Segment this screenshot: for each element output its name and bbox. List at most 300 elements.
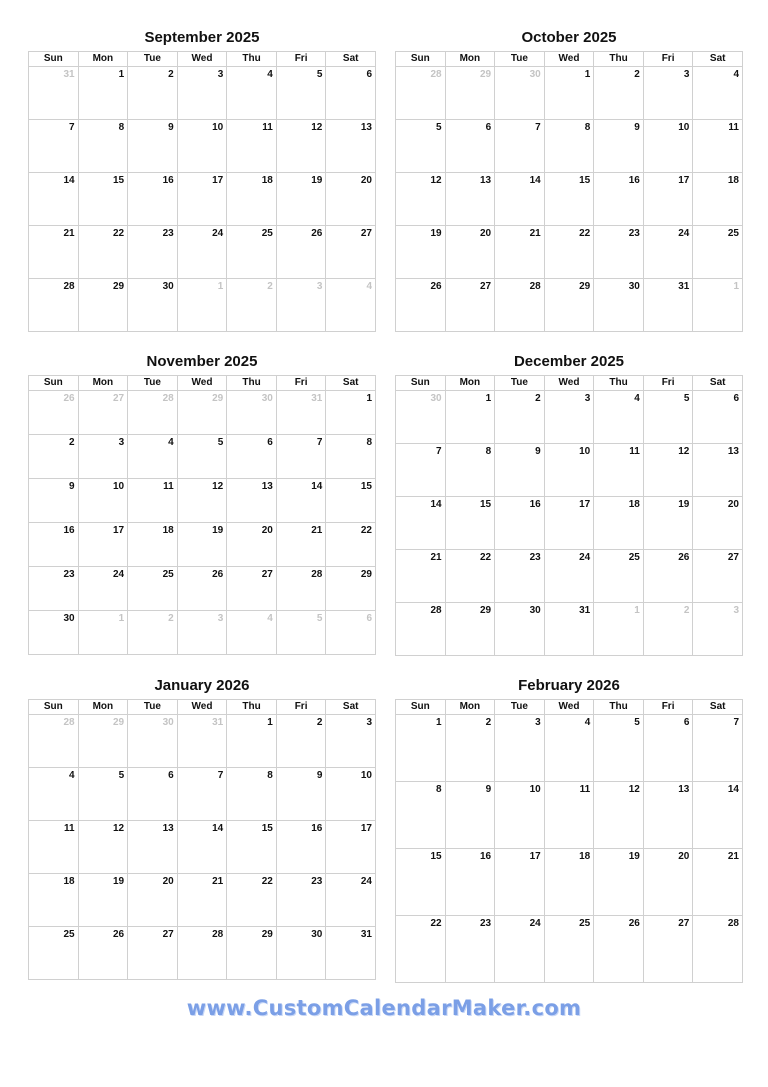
weekday-header: Mon bbox=[78, 376, 128, 391]
week-row bbox=[396, 226, 743, 279]
day-cell: 6 bbox=[128, 768, 178, 821]
day-cell: 13 bbox=[643, 782, 693, 849]
day-cell: 12 bbox=[643, 444, 693, 497]
day-cell: 19 bbox=[396, 226, 446, 279]
day-cell: 1 bbox=[445, 391, 495, 444]
month-grid bbox=[395, 375, 743, 656]
month-weeks bbox=[396, 715, 743, 983]
day-cell-other-month: 2 bbox=[227, 279, 277, 332]
day-cell: 9 bbox=[29, 479, 79, 523]
week-row bbox=[29, 173, 376, 226]
day-cell-other-month: 30 bbox=[128, 715, 178, 768]
day-cell: 28 bbox=[396, 603, 446, 656]
day-cell: 3 bbox=[78, 435, 128, 479]
weekday-header: Tue bbox=[128, 700, 178, 715]
day-cell: 19 bbox=[177, 523, 227, 567]
month-title: October 2025 bbox=[521, 29, 617, 46]
day-cell: 8 bbox=[78, 120, 128, 173]
day-cell: 23 bbox=[594, 226, 644, 279]
month-weeks bbox=[29, 67, 376, 332]
day-cell-other-month: 29 bbox=[445, 67, 495, 120]
month-grid bbox=[28, 375, 376, 655]
day-cell: 20 bbox=[693, 497, 743, 550]
day-cell: 27 bbox=[445, 279, 495, 332]
day-cell: 5 bbox=[594, 715, 644, 782]
week-row bbox=[29, 715, 376, 768]
day-cell: 23 bbox=[445, 916, 495, 983]
day-cell-other-month: 31 bbox=[29, 67, 79, 120]
day-cell: 1 bbox=[544, 67, 594, 120]
day-cell: 11 bbox=[128, 479, 178, 523]
day-cell: 21 bbox=[177, 874, 227, 927]
day-cell: 9 bbox=[128, 120, 178, 173]
day-cell: 7 bbox=[177, 768, 227, 821]
day-cell: 11 bbox=[594, 444, 644, 497]
day-cell: 15 bbox=[326, 479, 376, 523]
weekday-header: Mon bbox=[445, 376, 495, 391]
day-cell: 6 bbox=[445, 120, 495, 173]
day-cell: 21 bbox=[29, 226, 79, 279]
day-cell: 11 bbox=[544, 782, 594, 849]
day-cell: 16 bbox=[445, 849, 495, 916]
day-cell: 17 bbox=[544, 497, 594, 550]
weekday-header: Sun bbox=[396, 52, 446, 67]
month-title: September 2025 bbox=[144, 29, 260, 46]
day-cell-other-month: 4 bbox=[326, 279, 376, 332]
day-cell: 16 bbox=[594, 173, 644, 226]
day-cell: 25 bbox=[29, 927, 79, 980]
day-cell-other-month: 5 bbox=[276, 611, 326, 655]
weekday-header: Fri bbox=[276, 376, 326, 391]
day-cell: 2 bbox=[445, 715, 495, 782]
day-cell: 26 bbox=[177, 567, 227, 611]
day-cell: 30 bbox=[594, 279, 644, 332]
day-cell-other-month: 31 bbox=[177, 715, 227, 768]
week-row bbox=[396, 391, 743, 444]
day-cell: 2 bbox=[128, 67, 178, 120]
day-cell: 1 bbox=[326, 391, 376, 435]
weekday-header: Thu bbox=[227, 52, 277, 67]
day-cell: 11 bbox=[227, 120, 277, 173]
day-cell: 23 bbox=[128, 226, 178, 279]
month-grid bbox=[395, 51, 743, 332]
weekday-header-row bbox=[29, 52, 376, 67]
day-cell-other-month: 26 bbox=[29, 391, 79, 435]
weekday-header: Thu bbox=[227, 700, 277, 715]
day-cell: 27 bbox=[643, 916, 693, 983]
weekday-header: Fri bbox=[643, 376, 693, 391]
day-cell: 17 bbox=[643, 173, 693, 226]
calendar-october-2025 bbox=[395, 25, 743, 332]
day-cell: 12 bbox=[594, 782, 644, 849]
day-cell: 4 bbox=[594, 391, 644, 444]
day-cell: 15 bbox=[78, 173, 128, 226]
weekday-header: Wed bbox=[544, 700, 594, 715]
weekday-header: Wed bbox=[177, 52, 227, 67]
day-cell: 3 bbox=[177, 67, 227, 120]
day-cell: 4 bbox=[544, 715, 594, 782]
day-cell: 3 bbox=[544, 391, 594, 444]
calendar-february-2026 bbox=[395, 673, 743, 983]
day-cell: 25 bbox=[128, 567, 178, 611]
day-cell: 28 bbox=[29, 279, 79, 332]
day-cell: 15 bbox=[396, 849, 446, 916]
month-grid bbox=[28, 51, 376, 332]
week-row bbox=[29, 226, 376, 279]
day-cell: 29 bbox=[445, 603, 495, 656]
day-cell: 22 bbox=[78, 226, 128, 279]
day-cell: 29 bbox=[544, 279, 594, 332]
day-cell: 3 bbox=[643, 67, 693, 120]
day-cell: 26 bbox=[594, 916, 644, 983]
day-cell: 16 bbox=[276, 821, 326, 874]
day-cell: 7 bbox=[693, 715, 743, 782]
weekday-header: Tue bbox=[128, 52, 178, 67]
day-cell: 9 bbox=[445, 782, 495, 849]
weekday-header: Fri bbox=[643, 700, 693, 715]
day-cell: 16 bbox=[495, 497, 545, 550]
day-cell: 30 bbox=[29, 611, 79, 655]
weekday-header: Wed bbox=[177, 700, 227, 715]
day-cell: 14 bbox=[495, 173, 545, 226]
weekday-header: Sun bbox=[29, 52, 79, 67]
day-cell-other-month: 1 bbox=[78, 611, 128, 655]
day-cell: 15 bbox=[544, 173, 594, 226]
weekday-header: Sat bbox=[693, 700, 743, 715]
day-cell-other-month: 29 bbox=[177, 391, 227, 435]
day-cell: 14 bbox=[177, 821, 227, 874]
week-row bbox=[396, 849, 743, 916]
weekday-header: Sun bbox=[29, 376, 79, 391]
week-row bbox=[396, 279, 743, 332]
day-cell: 13 bbox=[326, 120, 376, 173]
day-cell: 25 bbox=[594, 550, 644, 603]
day-cell: 7 bbox=[276, 435, 326, 479]
day-cell: 8 bbox=[326, 435, 376, 479]
day-cell-other-month: 4 bbox=[227, 611, 277, 655]
day-cell: 2 bbox=[495, 391, 545, 444]
weekday-header: Fri bbox=[276, 52, 326, 67]
day-cell: 21 bbox=[495, 226, 545, 279]
day-cell: 28 bbox=[495, 279, 545, 332]
day-cell-other-month: 6 bbox=[326, 611, 376, 655]
calendar-december-2025 bbox=[395, 349, 743, 656]
weekday-header: Mon bbox=[78, 700, 128, 715]
day-cell: 20 bbox=[643, 849, 693, 916]
day-cell: 21 bbox=[396, 550, 446, 603]
weekday-header: Sun bbox=[396, 376, 446, 391]
day-cell-other-month: 30 bbox=[495, 67, 545, 120]
day-cell: 25 bbox=[544, 916, 594, 983]
day-cell: 24 bbox=[495, 916, 545, 983]
weekday-header: Sun bbox=[396, 700, 446, 715]
day-cell: 6 bbox=[693, 391, 743, 444]
week-row bbox=[29, 479, 376, 523]
day-cell: 6 bbox=[227, 435, 277, 479]
day-cell: 8 bbox=[445, 444, 495, 497]
weekday-header: Wed bbox=[544, 52, 594, 67]
weekday-header: Sun bbox=[29, 700, 79, 715]
day-cell-other-month: 1 bbox=[594, 603, 644, 656]
day-cell: 27 bbox=[693, 550, 743, 603]
weekday-header: Tue bbox=[128, 376, 178, 391]
week-row bbox=[29, 120, 376, 173]
day-cell: 10 bbox=[643, 120, 693, 173]
day-cell: 24 bbox=[643, 226, 693, 279]
month-weeks bbox=[29, 391, 376, 655]
week-row bbox=[396, 444, 743, 497]
week-row bbox=[29, 435, 376, 479]
week-row bbox=[29, 67, 376, 120]
day-cell: 5 bbox=[78, 768, 128, 821]
month-weeks bbox=[29, 715, 376, 980]
day-cell: 27 bbox=[227, 567, 277, 611]
week-row bbox=[396, 550, 743, 603]
month-title: December 2025 bbox=[513, 353, 625, 370]
day-cell-other-month: 29 bbox=[78, 715, 128, 768]
day-cell: 4 bbox=[29, 768, 79, 821]
weekday-header: Sat bbox=[326, 700, 376, 715]
day-cell: 23 bbox=[276, 874, 326, 927]
day-cell: 19 bbox=[594, 849, 644, 916]
day-cell: 26 bbox=[396, 279, 446, 332]
day-cell: 13 bbox=[445, 173, 495, 226]
day-cell: 4 bbox=[227, 67, 277, 120]
day-cell: 24 bbox=[326, 874, 376, 927]
day-cell: 20 bbox=[326, 173, 376, 226]
day-cell: 31 bbox=[544, 603, 594, 656]
day-cell: 10 bbox=[544, 444, 594, 497]
day-cell: 4 bbox=[128, 435, 178, 479]
calendar-september-2025 bbox=[28, 25, 376, 332]
day-cell: 5 bbox=[396, 120, 446, 173]
week-row bbox=[29, 874, 376, 927]
day-cell: 10 bbox=[177, 120, 227, 173]
day-cell: 20 bbox=[128, 874, 178, 927]
day-cell: 22 bbox=[396, 916, 446, 983]
day-cell-other-month: 28 bbox=[128, 391, 178, 435]
day-cell: 7 bbox=[29, 120, 79, 173]
day-cell: 12 bbox=[276, 120, 326, 173]
day-cell-other-month: 3 bbox=[276, 279, 326, 332]
day-cell: 1 bbox=[78, 67, 128, 120]
day-cell: 5 bbox=[643, 391, 693, 444]
week-row bbox=[29, 567, 376, 611]
weekday-header-row bbox=[396, 376, 743, 391]
day-cell: 27 bbox=[128, 927, 178, 980]
day-cell: 21 bbox=[693, 849, 743, 916]
weekday-header: Tue bbox=[495, 52, 545, 67]
day-cell: 11 bbox=[693, 120, 743, 173]
weekday-header: Sat bbox=[326, 52, 376, 67]
day-cell: 7 bbox=[396, 444, 446, 497]
week-row bbox=[396, 67, 743, 120]
weekday-header-row bbox=[29, 376, 376, 391]
week-row bbox=[396, 715, 743, 782]
day-cell-other-month: 31 bbox=[276, 391, 326, 435]
day-cell: 29 bbox=[326, 567, 376, 611]
weekday-header: Thu bbox=[594, 52, 644, 67]
week-row bbox=[29, 768, 376, 821]
day-cell: 30 bbox=[495, 603, 545, 656]
week-row bbox=[396, 173, 743, 226]
weekday-header: Mon bbox=[445, 52, 495, 67]
day-cell: 14 bbox=[276, 479, 326, 523]
day-cell: 18 bbox=[594, 497, 644, 550]
day-cell: 14 bbox=[396, 497, 446, 550]
weekday-header: Thu bbox=[594, 700, 644, 715]
calendar-january-2026 bbox=[28, 673, 376, 980]
day-cell: 10 bbox=[326, 768, 376, 821]
day-cell: 8 bbox=[227, 768, 277, 821]
weekday-header: Thu bbox=[227, 376, 277, 391]
day-cell-other-month: 28 bbox=[396, 67, 446, 120]
day-cell: 20 bbox=[445, 226, 495, 279]
day-cell: 19 bbox=[276, 173, 326, 226]
weekday-header: Wed bbox=[544, 376, 594, 391]
day-cell: 18 bbox=[544, 849, 594, 916]
day-cell: 22 bbox=[326, 523, 376, 567]
day-cell: 22 bbox=[227, 874, 277, 927]
day-cell: 28 bbox=[177, 927, 227, 980]
day-cell: 29 bbox=[78, 279, 128, 332]
day-cell: 31 bbox=[643, 279, 693, 332]
weekday-header: Tue bbox=[495, 376, 545, 391]
day-cell: 28 bbox=[276, 567, 326, 611]
month-weeks bbox=[396, 391, 743, 656]
day-cell: 17 bbox=[177, 173, 227, 226]
day-cell: 23 bbox=[29, 567, 79, 611]
day-cell: 15 bbox=[227, 821, 277, 874]
weekday-header-row bbox=[396, 52, 743, 67]
weekday-header: Sat bbox=[326, 376, 376, 391]
day-cell: 15 bbox=[445, 497, 495, 550]
day-cell-other-month: 30 bbox=[227, 391, 277, 435]
day-cell: 10 bbox=[78, 479, 128, 523]
day-cell: 13 bbox=[693, 444, 743, 497]
day-cell: 28 bbox=[693, 916, 743, 983]
day-cell: 5 bbox=[276, 67, 326, 120]
week-row bbox=[396, 782, 743, 849]
day-cell: 31 bbox=[326, 927, 376, 980]
day-cell: 10 bbox=[495, 782, 545, 849]
day-cell: 1 bbox=[227, 715, 277, 768]
week-row bbox=[29, 391, 376, 435]
month-grid bbox=[395, 699, 743, 983]
week-row bbox=[29, 523, 376, 567]
day-cell: 19 bbox=[78, 874, 128, 927]
day-cell: 26 bbox=[78, 927, 128, 980]
day-cell: 7 bbox=[495, 120, 545, 173]
month-grid bbox=[28, 699, 376, 980]
day-cell: 11 bbox=[29, 821, 79, 874]
month-title: January 2026 bbox=[154, 677, 250, 694]
weekday-header-row bbox=[396, 700, 743, 715]
day-cell: 12 bbox=[177, 479, 227, 523]
week-row bbox=[29, 611, 376, 655]
day-cell: 18 bbox=[693, 173, 743, 226]
website-footer-link[interactable]: www.CustomCalendarMaker.com bbox=[186, 996, 582, 1020]
day-cell: 8 bbox=[396, 782, 446, 849]
week-row bbox=[396, 120, 743, 173]
week-row bbox=[29, 927, 376, 980]
week-row bbox=[396, 497, 743, 550]
day-cell: 16 bbox=[29, 523, 79, 567]
day-cell: 8 bbox=[544, 120, 594, 173]
day-cell: 18 bbox=[29, 874, 79, 927]
weekday-header: Thu bbox=[594, 376, 644, 391]
day-cell: 2 bbox=[29, 435, 79, 479]
day-cell: 20 bbox=[227, 523, 277, 567]
week-row bbox=[396, 916, 743, 983]
day-cell-other-month: 3 bbox=[693, 603, 743, 656]
day-cell: 12 bbox=[396, 173, 446, 226]
day-cell: 24 bbox=[544, 550, 594, 603]
day-cell-other-month: 28 bbox=[29, 715, 79, 768]
week-row bbox=[29, 279, 376, 332]
day-cell: 14 bbox=[29, 173, 79, 226]
day-cell: 2 bbox=[276, 715, 326, 768]
day-cell: 30 bbox=[276, 927, 326, 980]
day-cell: 17 bbox=[495, 849, 545, 916]
day-cell: 4 bbox=[693, 67, 743, 120]
month-weeks bbox=[396, 67, 743, 332]
weekday-header: Sat bbox=[693, 52, 743, 67]
day-cell: 16 bbox=[128, 173, 178, 226]
day-cell: 26 bbox=[276, 226, 326, 279]
weekday-header: Tue bbox=[495, 700, 545, 715]
day-cell: 6 bbox=[326, 67, 376, 120]
day-cell: 14 bbox=[693, 782, 743, 849]
day-cell: 12 bbox=[78, 821, 128, 874]
day-cell: 30 bbox=[128, 279, 178, 332]
day-cell: 1 bbox=[396, 715, 446, 782]
day-cell: 9 bbox=[594, 120, 644, 173]
calendar-november-2025 bbox=[28, 349, 376, 655]
day-cell: 2 bbox=[594, 67, 644, 120]
day-cell: 5 bbox=[177, 435, 227, 479]
month-title: November 2025 bbox=[146, 353, 258, 370]
weekday-header: Fri bbox=[643, 52, 693, 67]
weekday-header-row bbox=[29, 700, 376, 715]
day-cell: 9 bbox=[495, 444, 545, 497]
day-cell: 3 bbox=[326, 715, 376, 768]
day-cell-other-month: 2 bbox=[643, 603, 693, 656]
day-cell: 17 bbox=[78, 523, 128, 567]
day-cell-other-month: 1 bbox=[693, 279, 743, 332]
week-row bbox=[396, 603, 743, 656]
day-cell: 13 bbox=[128, 821, 178, 874]
day-cell: 9 bbox=[276, 768, 326, 821]
day-cell: 29 bbox=[227, 927, 277, 980]
day-cell-other-month: 27 bbox=[78, 391, 128, 435]
day-cell-other-month: 3 bbox=[177, 611, 227, 655]
day-cell: 22 bbox=[445, 550, 495, 603]
weekday-header: Sat bbox=[693, 376, 743, 391]
day-cell: 19 bbox=[643, 497, 693, 550]
weekday-header: Mon bbox=[78, 52, 128, 67]
weekday-header: Wed bbox=[177, 376, 227, 391]
day-cell: 24 bbox=[78, 567, 128, 611]
day-cell: 25 bbox=[693, 226, 743, 279]
weekday-header: Mon bbox=[445, 700, 495, 715]
day-cell-other-month: 30 bbox=[396, 391, 446, 444]
day-cell: 26 bbox=[643, 550, 693, 603]
month-title: February 2026 bbox=[518, 677, 620, 694]
day-cell-other-month: 2 bbox=[128, 611, 178, 655]
day-cell: 23 bbox=[495, 550, 545, 603]
day-cell: 18 bbox=[128, 523, 178, 567]
